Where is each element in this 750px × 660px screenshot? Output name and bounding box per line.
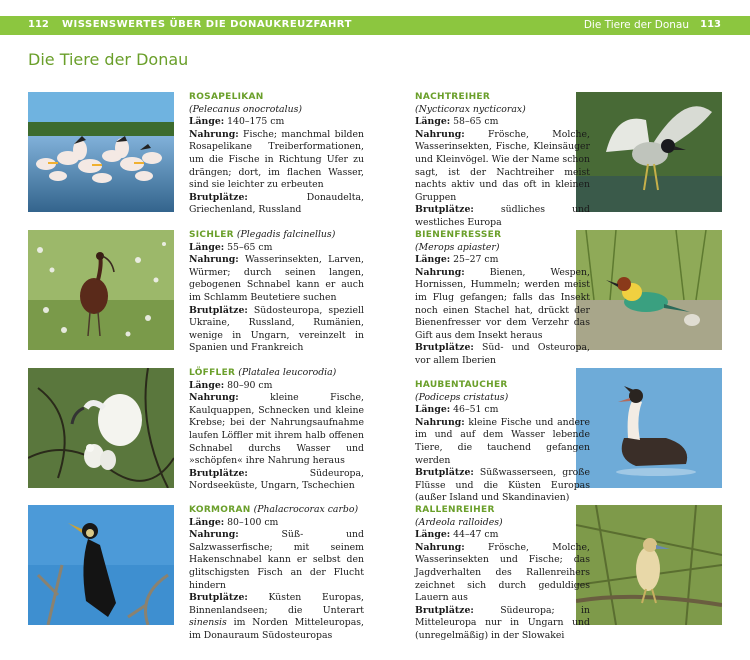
latin-name: (Plegadis falcinellus) [236, 229, 336, 240]
label-brutplaetze: Brutplätze: [189, 592, 248, 604]
label-laenge: Länge: [189, 516, 225, 528]
latin-name: (Merops apiaster) [415, 241, 500, 253]
nahrung-value: Frösche, Molche, Wasserinsekten und Fische; das Jagdverhalten des Rallenreihers zeichnet sich durch geduldiges Lauern aus [415, 541, 590, 604]
photo-kormoran [28, 505, 174, 625]
nahrung-value: kleine Fische, Kaulquappen, Schnecken und kleine Krebse; bei der Nahrungsaufnahme laufen Löffler mit ihrem halb offenen Schnabel durchs Wasser und »schöpfen« ihre Nahrung heraus [189, 392, 364, 467]
laenge-value: 58–65 cm [453, 116, 499, 128]
animal-name: HAUBENTAUCHER [415, 380, 508, 390]
laenge-value: 80–90 cm [227, 379, 273, 391]
latin-name: (Podiceps cristatus) [415, 391, 509, 403]
label-brutplaetze: Brutplätze: [189, 191, 248, 203]
nahrung-value: Süß- und Salzwasserfische; mit seinem Hakenschnabel kann er selbst den glitschigsten Fisch an der Flucht hindern [189, 529, 364, 591]
nahrung-value: Fische; manchmal bilden Rosapelikane Treiberformationen, um die Fische in Richtung Ufer zu drängen; dort, im flachen Wasser, sind sie leichter zu erbeuten [189, 128, 364, 191]
brutplaetze-value: Süßwasserseen, große Flüsse und die Küsten Europas (außer Island und Skandinavien) [415, 467, 590, 504]
entry-haubentaucher [415, 379, 590, 505]
label-nahrung: Nahrung: [415, 266, 465, 278]
label-laenge: Länge: [415, 116, 451, 128]
label-laenge: Länge: [189, 379, 225, 391]
entry-bienenfresser [415, 229, 590, 368]
entry-kormoran [189, 504, 364, 643]
latin-name: (Platalea leucorodia) [238, 367, 337, 378]
photo-sichler [28, 230, 174, 350]
label-nahrung: Nahrung: [189, 128, 239, 140]
laenge-value: 80–100 cm [227, 516, 279, 528]
brutplaetze-value-post: im Norden Mitteleuropas, im Donauraum Südosteuropas [189, 617, 364, 641]
label-nahrung: Nahrung: [415, 541, 465, 553]
latin-name: (Phalacrocorax carbo) [253, 504, 359, 515]
label-brutplaetze: Brutplätze: [415, 342, 474, 354]
label-brutplaetze: Brutplätze: [415, 467, 474, 479]
laenge-value: 140–175 cm [227, 116, 285, 128]
brutplaetze-value-pre: Küsten Europas, Binnenlandseen; die Unterart [189, 592, 364, 616]
latin-name: (Nycticorax nycticorax) [415, 103, 526, 115]
right-page-number: 113 [700, 19, 721, 30]
label-nahrung: Nahrung: [189, 392, 239, 404]
brutplaetze-value: Donaudelta, Griechenland, Russland [189, 191, 364, 216]
page-title: Die Tiere der Donau [28, 50, 189, 69]
animal-name: NACHTREIHER [415, 92, 491, 102]
laenge-value: 46–51 cm [453, 404, 499, 416]
label-nahrung: Nahrung: [415, 416, 465, 428]
nahrung-value: kleine Fische und andere im und auf dem Wasser lebende Tiere, die tauchend gefangen werden [415, 416, 590, 466]
animal-name: RALLENREIHER [415, 505, 495, 515]
nahrung-value: Wasserinsekten, Larven, Würmer; durch seinen langen, gebogenen Schnabel kann er auch im Schlamm Beutetiere suchen [189, 254, 364, 303]
photo-bienenfresser [576, 230, 722, 350]
label-nahrung: Nahrung: [415, 128, 465, 140]
entry-nachtreiher [415, 91, 590, 230]
label-nahrung: Nahrung: [189, 529, 239, 541]
laenge-value: 25–27 cm [453, 254, 499, 266]
animal-name: LÖFFLER [189, 368, 236, 378]
photo-loeffler [28, 368, 174, 488]
brutplaetze-value: Südosteuropa, speziell Ukraine, Russland, Rumänien, wenige in Ungarn, vereinzelt in Spanien und Frankreich [189, 304, 364, 354]
brutplaetze-value: südliches und westliches Europa [415, 204, 590, 228]
animal-name: ROSAPELIKAN [189, 92, 264, 102]
animal-name: BIENENFRESSER [415, 230, 502, 240]
label-brutplaetze: Brutplätze: [415, 204, 474, 216]
running-header [0, 16, 750, 35]
latin-name: (Ardeola ralloides) [415, 516, 503, 528]
label-laenge: Länge: [415, 254, 451, 266]
label-laenge: Länge: [189, 116, 225, 128]
entry-rosapelikan [189, 91, 364, 217]
animal-name: KORMORAN [189, 505, 251, 515]
label-nahrung: Nahrung: [189, 254, 239, 266]
brutplaetze-value: Süd- und Osteuropa, vor allem Iberien [415, 342, 590, 366]
nahrung-value: Bienen, Wespen, Hornissen, Hummeln; werden meist im Flug gefangen; falls das Insekt noch einen Stachel hat, drückt der Bienenfresser vor dem Verzehr das Gift aus dem Insekt heraus [415, 266, 590, 341]
label-laenge: Länge: [415, 529, 451, 541]
brutplaetze-value: Südeuropa, Nordseeküste, Ungarn, Tschechien [189, 467, 364, 492]
label-brutplaetze: Brutplätze: [189, 467, 248, 479]
brutplaetze-value-italic: sinensis [189, 617, 227, 629]
laenge-value: 55–65 cm [227, 241, 273, 253]
animal-name: SICHLER [189, 230, 234, 240]
photo-nachtreiher [576, 92, 722, 212]
entry-sichler [189, 229, 364, 355]
latin-name: (Pelecanus onocrotalus) [189, 103, 302, 115]
label-brutplaetze: Brutplätze: [415, 604, 474, 616]
label-laenge: Länge: [415, 404, 451, 416]
entry-loeffler [189, 367, 364, 493]
nahrung-value: Frösche, Molche, Wasserinsekten, Fische, Kleinsäuger und Kleinvögel. Wie der Name schon sagt, ist der Nachtreiher meist nachts aktiv und das oft in kleinen Gruppen [415, 128, 590, 203]
right-running-title: Die Tiere der Donau [583, 19, 689, 31]
laenge-value: 44–47 cm [453, 529, 499, 541]
left-running-title: WISSENSWERTES ÜBER DIE DONAUKREUZFAHRT [62, 19, 352, 30]
entry-rallenreiher [415, 504, 590, 643]
photo-rosapelikan [28, 92, 174, 212]
left-page-number: 112 [28, 19, 49, 30]
photo-rallenreiher [576, 505, 722, 625]
label-brutplaetze: Brutplätze: [189, 304, 248, 316]
label-laenge: Länge: [189, 241, 225, 253]
brutplaetze-value: Südeuropa; in Mitteleuropa nur in Ungarn und (unregelmäßig) in der Slowakei [415, 604, 590, 641]
photo-haubentaucher [576, 368, 722, 488]
